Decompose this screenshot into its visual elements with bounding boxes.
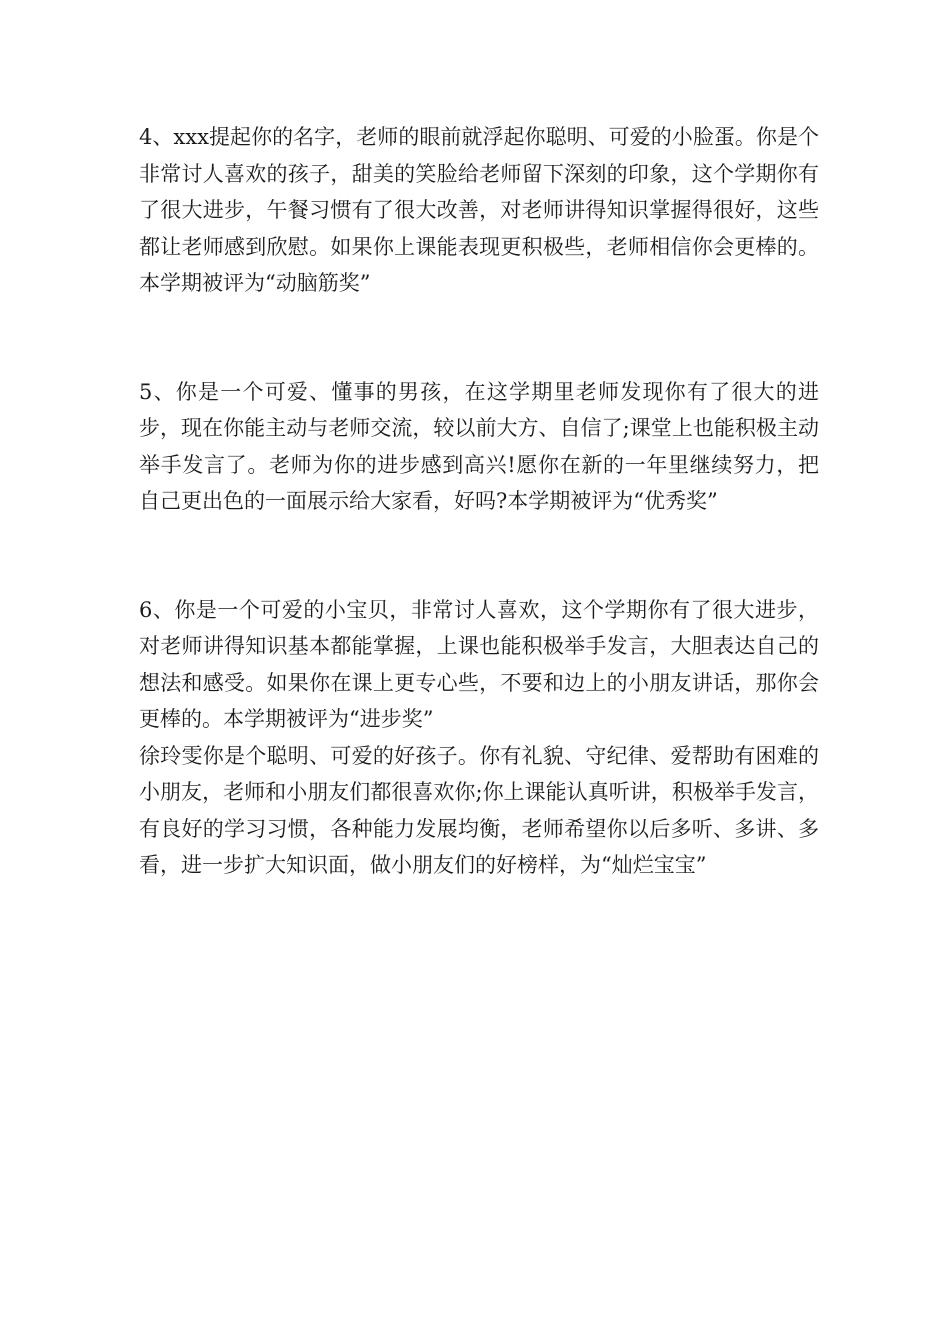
- paragraph-spacer: [139, 302, 819, 374]
- comment-paragraph-xu-lingwen: 徐玲雯你是个聪明、可爱的好孩子。你有礼貌、守纪律、爱帮助有困难的小朋友，老师和小朋友们都很喜欢你;你上课能认真听讲，积极举手发言，有良好的学习习惯，各种能力发展均衡，老师希望你以后多听、多讲、多看，进一步扩大知识面，做小朋友们的好榜样，为“灿烂宝宝”: [139, 743, 819, 877]
- comment-paragraph-6: 6、你是一个可爱的小宝贝，非常讨人喜欢，这个学期你有了很大进步，对老师讲得知识基本都能掌握，上课也能积极举手发言，大胆表达自己的想法和感受。如果你在课上更专心些，不要和边上的小朋友讲话，那你会更棒的。本学期被评为“进步奖”: [139, 597, 819, 731]
- document-page: [139, 119, 819, 884]
- comment-paragraph-4: 4、xxx提起你的名字，老师的眼前就浮起你聪明、可爱的小脸蛋。你是个非常讨人喜欢的孩子，甜美的笑脸给老师留下深刻的印象，这个学期你有了很大进步，午餐习惯有了很大改善，对老师讲得知识掌握得很好，这些都让老师感到欣慰。如果你上课能表现更积极些，老师相信你会更棒的。本学期被评为“动脑筋奖”: [139, 125, 819, 295]
- comment-paragraph-5: 5、你是一个可爱、懂事的男孩，在这学期里老师发现你有了很大的进步，现在你能主动与老师交流，较以前大方、自信了;课堂上也能积极主动举手发言了。老师为你的进步感到高兴!愿你在新的一年里继续努力，把自己更出色的一面展示给大家看，好吗?本学期被评为“优秀奖”: [139, 379, 819, 513]
- paragraph-spacer: [139, 520, 819, 592]
